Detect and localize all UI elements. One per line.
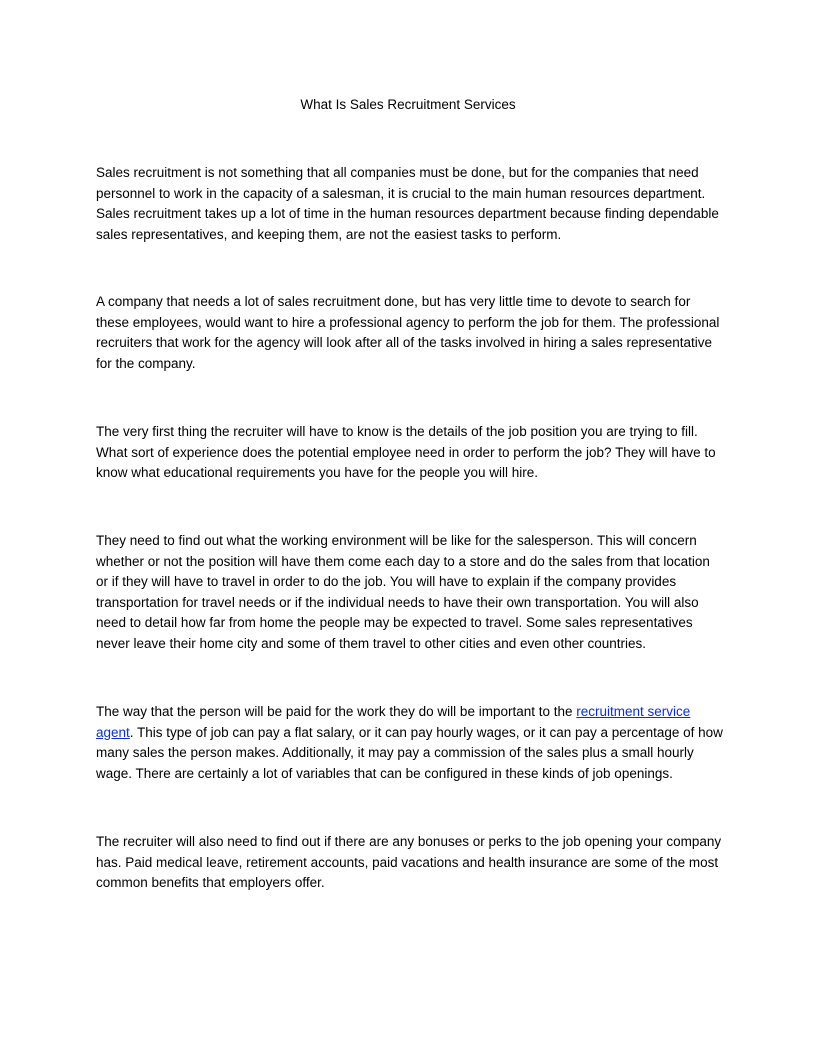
paragraph-2: A company that needs a lot of sales recruitment done, but has very little time to devote to search for these employees, would want to hire a professional agency to perform the job for them. The professional recruiters that work for the agency will look after all of the tasks involved in hiring a sales representative for the company. [96, 294, 720, 371]
document-title: What Is Sales Recruitment Services [300, 97, 516, 112]
paragraph-5-text-after: . This type of job can pay a flat salary, or it can pay hourly wages, or it can pay a percentage of how many sales the person makes. Additionally, it may pay a commission of the sales plus a small hourly wage. There are certainly a lot of variables that can be configured in these kinds of job openings. [96, 724, 723, 781]
paragraph-5-text-before: The way that the person will be paid for the work they do will be important to the [96, 704, 577, 719]
paragraph-3: The very first thing the recruiter will have to know is the details of the job position you are trying to fill. What sort of experience does the potential employee need in order to perform the job? They will have to know what educational requirements you have for the people you will hire. [96, 424, 716, 481]
paragraph-6: The recruiter will also need to find out if there are any bonuses or perks to the job opening your company has. Paid medical leave, retirement accounts, paid vacations and health insurance are some of the most common benefits that employers offer. [96, 834, 722, 891]
paragraph-4: They need to find out what the working environment will be like for the salesperson. This will concern whether or not the position will have them come each day to a store and do the sales from that location or if they will have to travel in order to do the job. You will have to explain if the company provides transportation for travel needs or if the individual needs to have their own transportation. You will also need to detail how far from home the people may be expected to travel. Some sales representatives never leave their home city and some of them travel to other cities and even other countries. [96, 533, 710, 651]
paragraph-5 [96, 702, 724, 784]
recruitment-service-agent-link[interactable]: recruitment service agent [96, 704, 691, 740]
paragraph-1: Sales recruitment is not something that all companies must be done, but for the companies that need personnel to work in the capacity of a salesman, it is crucial to the main human resources department. Sales recruitment takes up a lot of time in the human resources department because finding dependable sales representatives, and keeping them, are not the easiest tasks to perform. [96, 165, 719, 242]
